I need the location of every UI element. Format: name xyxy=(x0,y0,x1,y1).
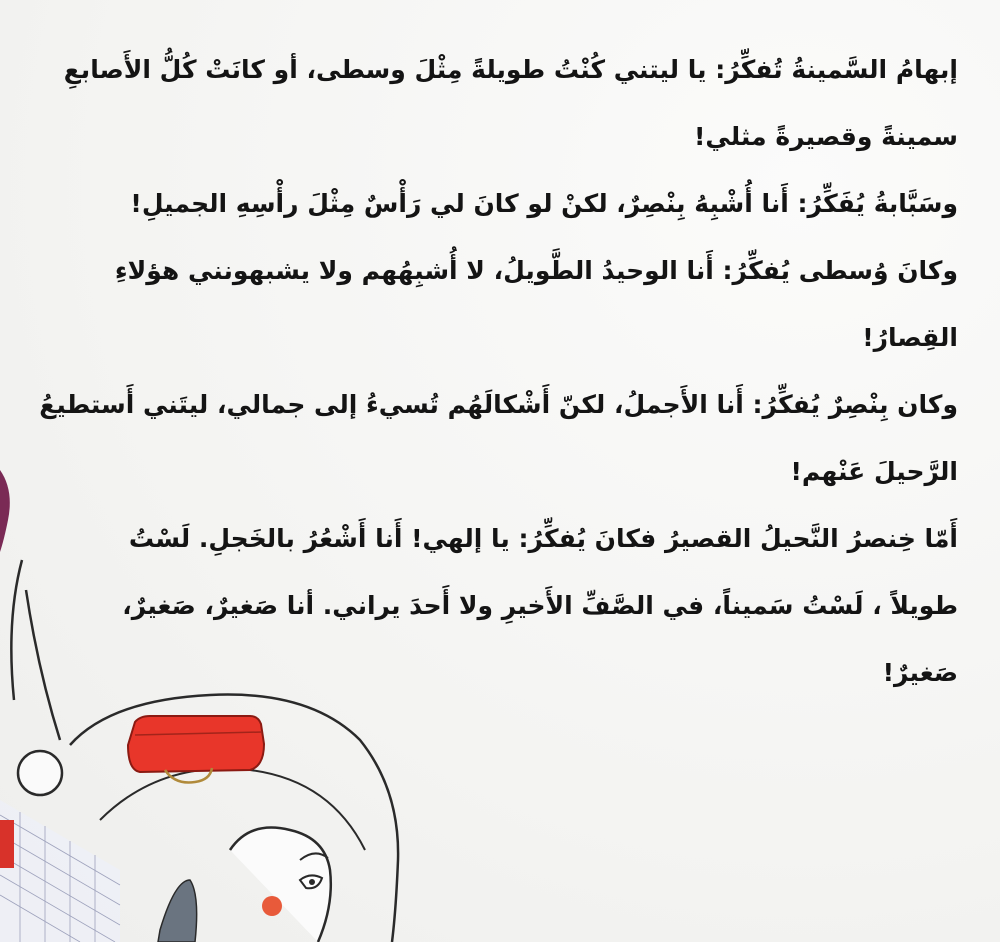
text-line-10: صَغيرٌ! xyxy=(882,658,958,687)
text-line-1: إبهامُ السَّمينةُ تُفكِّرُ: يا ليتني كُنْتُ طويلةً مِثْلَ وسطى، أو كانَتْ كُلُّ الأَصابعِ xyxy=(63,55,958,84)
finger-face xyxy=(230,828,331,942)
small-circle xyxy=(18,751,62,795)
grid-paper xyxy=(0,800,120,942)
red-suitcase xyxy=(128,716,264,783)
dark-shape xyxy=(158,880,197,942)
left-stroke-1 xyxy=(11,560,22,700)
story-text xyxy=(38,36,958,706)
finger-cheek xyxy=(262,896,282,916)
finger-pupil xyxy=(309,879,315,885)
purple-edge-shape xyxy=(0,470,10,552)
text-line-6: وكان بِنْصِرٌ يُفكِّرُ: أَنا الأَجملُ، لكنّ أَشْكالَهُم تُسيءُ إلى جمالي، ليتَني أَستطيعُ xyxy=(39,390,958,419)
text-line-3: وسَبَّابةُ يُفَكِّرُ: أَنا أُشْبِهُ بِنْصِرٌ، لكنْ لو كانَ لي رَأْسٌ مِثْلَ رأْسِهِ الجميلِ! xyxy=(130,189,958,218)
text-line-8: أَمّا خِنصرُ النَّحيلُ القصيرُ فكانَ يُفكِّرُ: يا إلهي! أَنا أَشْعُرُ بالخَجلِ. لَسْتُ xyxy=(128,524,958,553)
body-outline-inner xyxy=(100,769,365,850)
body-outline xyxy=(70,695,398,942)
finger-eyebrow xyxy=(300,853,328,860)
red-stripe xyxy=(0,820,14,868)
text-line-7: الرَّحيلَ عَنْهم! xyxy=(790,457,958,486)
finger-eye xyxy=(300,875,322,888)
text-line-2: سمينةً وقصيرةً مثلي! xyxy=(694,122,958,151)
text-line-9: طويلاً ، لَسْتُ سَميناً، في الصَّفِّ الأَخيرِ ولا أَحدَ يراني. أنا صَغيرٌ، صَغيرٌ، xyxy=(122,591,958,620)
text-line-5: القِصارُ! xyxy=(862,323,958,352)
text-line-4: وكانَ وُسطى يُفكِّرُ: أَنا الوحيدُ الطَّويلُ، لا أُشبِهُهم ولا يشبهونني هؤلاءِ xyxy=(114,256,958,285)
